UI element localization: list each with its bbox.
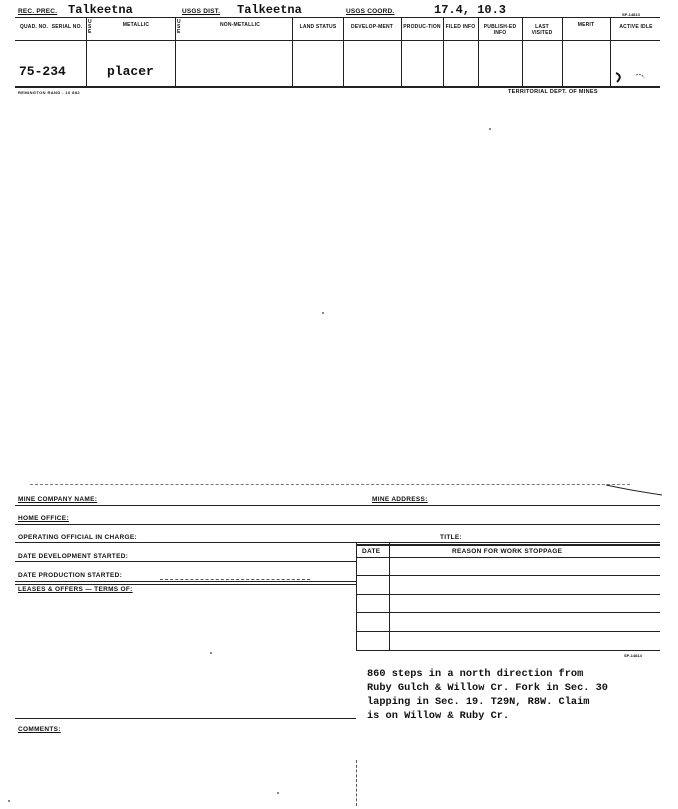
typed-location-note xyxy=(367,667,608,723)
stoppage-date-header: DATE xyxy=(362,548,381,555)
divider xyxy=(401,17,402,86)
strip-left: REMINGTON RAND - 10 882 xyxy=(18,90,81,95)
divider xyxy=(356,542,357,650)
mine-company-name-label: MINE COMPANY NAME: xyxy=(18,496,98,503)
usgs-coord-value: 17.4, 10.3 xyxy=(434,3,507,17)
rule xyxy=(356,631,660,632)
divider xyxy=(86,17,87,86)
col-published-info: PUBLISH-ED INFO xyxy=(483,24,517,36)
divider xyxy=(562,17,563,86)
rec-prec-label: REC. PREC. xyxy=(18,8,58,15)
date-production-started-label: DATE PRODUCTION STARTED: xyxy=(18,572,123,579)
divider xyxy=(443,17,444,86)
col-non-metallic: NON-METALLIC xyxy=(219,22,261,28)
rule xyxy=(15,584,356,585)
divider xyxy=(610,17,611,86)
corner-curl xyxy=(604,483,664,499)
date-development-started-label: DATE DEVELOPMENT STARTED: xyxy=(18,553,129,560)
form-code-top: SP-14813 xyxy=(622,12,640,17)
header-rule xyxy=(15,17,660,18)
divider xyxy=(389,542,390,650)
operating-official-label: OPERATING OFFICIAL IN CHARGE: xyxy=(18,534,137,541)
mine-address-label: MINE ADDRESS: xyxy=(372,496,428,503)
divider xyxy=(356,760,357,806)
col-development: DEVELOP-MENT xyxy=(350,24,394,30)
stoppage-reason-header: REASON FOR WORK STOPPAGE xyxy=(452,548,563,555)
col-serial-no: SERIAL NO. xyxy=(51,24,83,30)
title-label: TITLE: xyxy=(440,534,463,541)
rec-prec-value: Talkeetna xyxy=(68,3,133,17)
speck xyxy=(277,792,279,794)
rule xyxy=(356,557,660,558)
divider xyxy=(478,17,479,86)
rule xyxy=(356,544,660,546)
usgs-dist-value: Talkeetna xyxy=(237,3,302,17)
col-land-status: LAND STATUS xyxy=(299,24,337,30)
col-quad-no: QUAD. NO. xyxy=(19,24,49,30)
active-idle-mark xyxy=(614,70,654,84)
col-metallic: METALLIC xyxy=(122,22,150,28)
speck xyxy=(489,128,491,130)
rule xyxy=(15,718,356,719)
rule xyxy=(15,581,356,582)
speck xyxy=(322,312,324,314)
rule xyxy=(15,542,660,543)
col-production: PRODUC-TION xyxy=(403,24,441,30)
divider xyxy=(343,17,344,86)
col-use-2: U S E xyxy=(177,19,181,35)
quad-serial-value: 75-234 xyxy=(19,64,66,79)
row-bottom-rule xyxy=(15,86,660,88)
divider xyxy=(292,17,293,86)
metallic-value: placer xyxy=(107,64,154,79)
strip-right: TERRITORIAL DEPT. OF MINES xyxy=(508,89,598,95)
rule xyxy=(160,579,310,580)
col-last-visited: LAST VISITED xyxy=(531,24,553,36)
col-filed-info: FILED INFO xyxy=(445,24,476,30)
note-line-1: 860 steps in a north direction from xyxy=(367,668,584,680)
rule xyxy=(356,594,660,595)
col-merit: MERIT xyxy=(577,22,595,28)
column-header-rule xyxy=(15,40,660,41)
usgs-dist-label: USGS DIST. xyxy=(182,8,221,15)
rule xyxy=(356,612,660,613)
speck xyxy=(210,652,212,654)
tear-line xyxy=(30,484,630,485)
rule xyxy=(15,505,660,506)
rule xyxy=(356,575,660,576)
rule xyxy=(356,650,660,651)
speck xyxy=(8,800,10,802)
col-use: U S E xyxy=(88,19,92,35)
divider xyxy=(522,17,523,86)
note-line-2: Ruby Gulch & Willow Cr. Fork in Sec. 30 xyxy=(367,682,608,694)
rule xyxy=(15,561,356,562)
leases-offers-label: LEASES & OFFERS — TERMS OF: xyxy=(18,586,133,593)
divider xyxy=(175,17,176,86)
note-line-3: lapping in Sec. 19. T29N, R8W. Claim xyxy=(367,696,590,708)
comments-label: COMMENTS: xyxy=(18,726,61,733)
form-code-bottom: SP-14814 xyxy=(624,653,642,658)
col-active-idle: ACTIVE IDLE xyxy=(619,24,653,30)
rule xyxy=(15,524,660,525)
home-office-label: HOME OFFICE: xyxy=(18,515,69,522)
note-line-4: is on Willow & Ruby Cr. xyxy=(367,710,510,722)
usgs-coord-label: USGS COORD. xyxy=(346,8,395,15)
